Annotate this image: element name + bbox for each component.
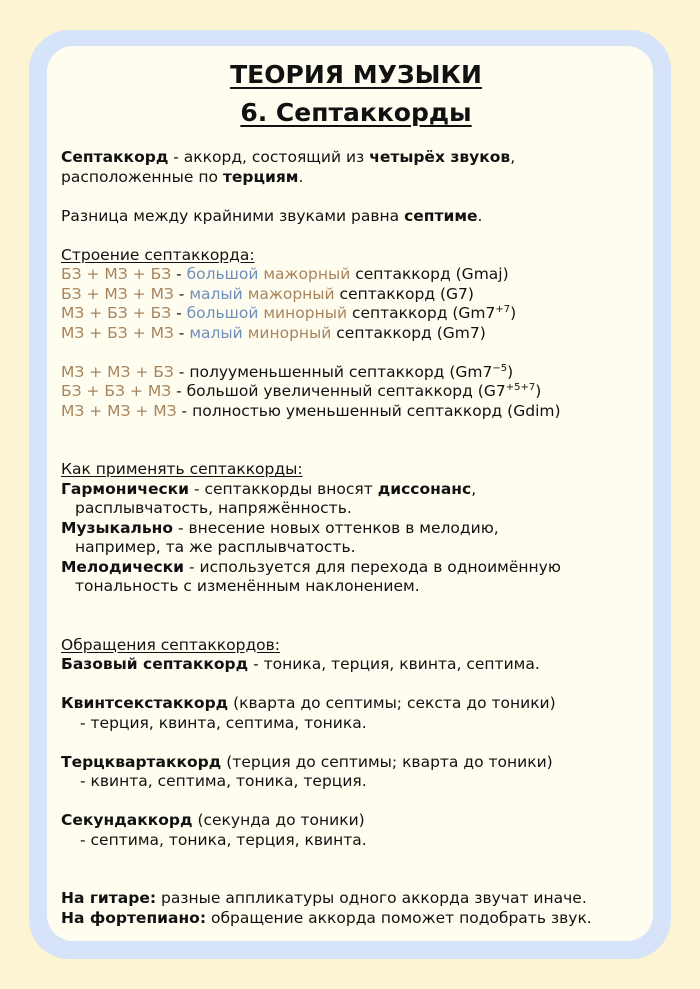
definition-term: Септаккорд (61, 148, 169, 166)
inversion-item-cont: - терция, квинта, септима, тоника. (80, 713, 367, 732)
inversion-item: Терцквартаккорд (терция до септимы; кварта до тоники) (61, 752, 553, 771)
structure-row-extra: БЗ + БЗ + МЗ - большой увеличенный септаккорд $(G7^{+5+7})$ (61, 382, 542, 400)
interval-line: Разница между крайними звуками равна септиме. (61, 206, 483, 225)
tip-guitar: На гитаре: разные аппликатуры одного аккорда звучат иначе. (61, 889, 587, 907)
structure-row: МЗ + БЗ + МЗ - малый минорный септаккорд (Gm7) (61, 323, 486, 342)
structure-row: БЗ + МЗ + БЗ - большой мажорный септаккорд (Gmaj) (61, 265, 509, 283)
inversions-heading: Обращения септаккордов: (61, 635, 281, 654)
definition-line-1: Септаккорд - аккорд, состоящий из четырёх звуков, (61, 148, 516, 166)
usage-heading: Как применять септаккорды: (61, 460, 303, 478)
inversion-item-cont: - квинта, септима, тоника, терция. (80, 772, 367, 790)
usage-item-cont: расплывчатость, напряжённость. (75, 499, 352, 517)
page-title: ТЕОРИЯ МУЗЫКИ (230, 60, 482, 89)
structure-row-extra: МЗ + МЗ + МЗ - полностью уменьшенный септаккорд (Gdim) (61, 401, 561, 420)
structure-row-extra: МЗ + МЗ + БЗ - полууменьшенный септаккорд $(Gm7^{-5})$ (61, 362, 514, 381)
inversion-item: Квинтсекстаккорд (кварта до септимы; секста до тоники) (61, 694, 556, 712)
structure-row: МЗ + БЗ + БЗ - большой минорный септаккорд $(Gm7^{+7})$ (61, 304, 517, 322)
inversion-item-cont: - септима, тоника, терция, квинта. (80, 830, 367, 849)
usage-item: Гармонически - септаккорды вносят диссонанс, (61, 479, 477, 498)
usage-item-cont: тональность с изменённым наклонением. (75, 577, 420, 595)
usage-item: Мелодически - используется для перехода в одноимённую (61, 557, 561, 576)
structure-heading: Строение септаккорда: (61, 245, 255, 264)
structure-row: БЗ + МЗ + МЗ - малый мажорный септаккорд (G7) (61, 284, 474, 303)
page-subtitle: 6. Септаккорды (240, 98, 472, 127)
inversion-base: Базовый септаккорд - тоника, терция, квинта, септима. (61, 655, 540, 673)
usage-item: Музыкально - внесение новых оттенков в мелодию, (61, 518, 499, 537)
tip-piano: На фортепиано: обращение аккорда поможет подобрать звук. (61, 908, 592, 927)
page-content (61, 58, 651, 928)
inversion-item: Секундаккорд (секунда до тоники) (61, 811, 365, 829)
definition-line-2: расположенные по терциям. (61, 167, 304, 186)
usage-item-cont: например, та же расплывчатость. (75, 538, 356, 556)
